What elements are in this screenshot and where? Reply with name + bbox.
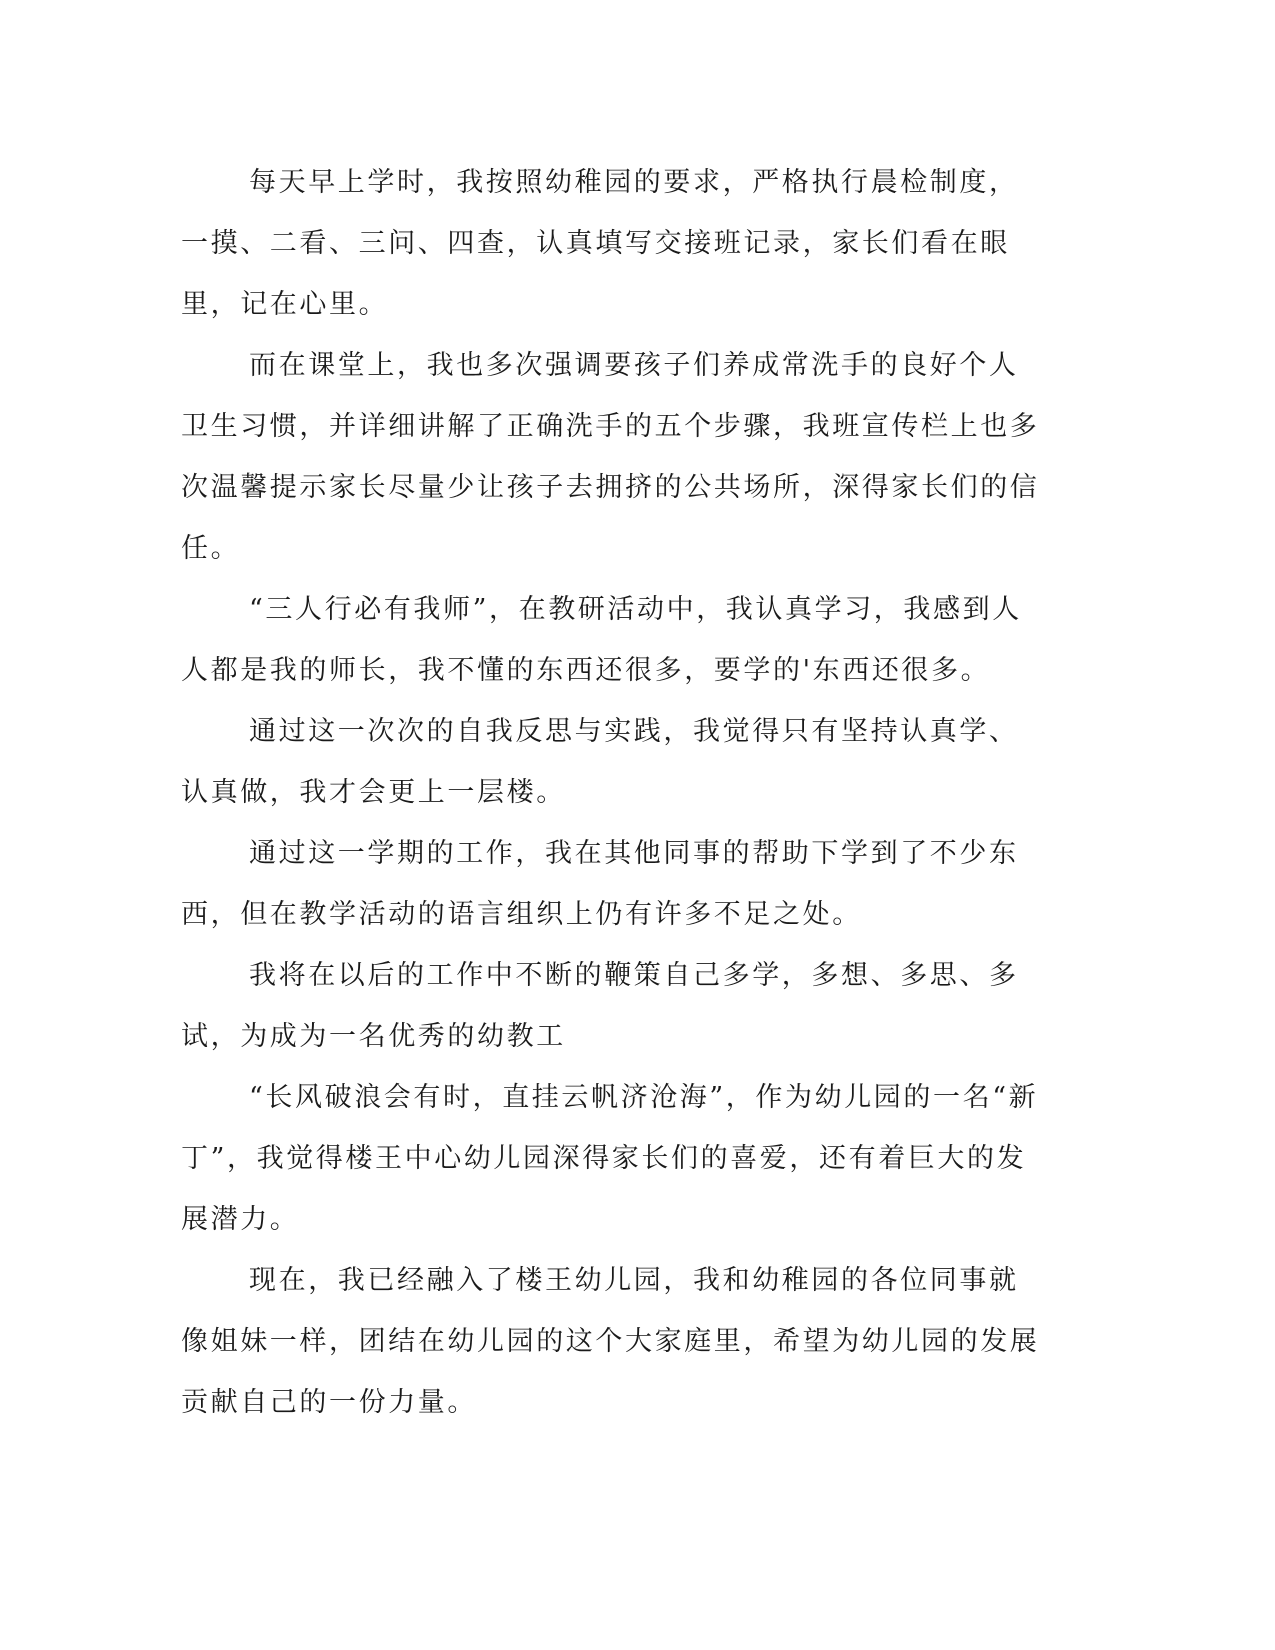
paragraph-morning-check: 每天早上学时，我按照幼稚园的要求，严格执行晨检制度，一摸、二看、三问、四查，认真填写交接班记录，家长们看在眼里，记在心里。 <box>181 167 1019 320</box>
paragraph-new-member: “长风破浪会有时，直挂云帆济沧海”，作为幼儿园的一名“新丁”，我觉得楼王中心幼儿园深得家长们的喜爱，还有着巨大的发展潜力。 <box>181 1082 1039 1235</box>
paragraph-semester-work: 通过这一学期的工作，我在其他同事的帮助下学到了不少东西，但在教学活动的语言组织上仍有许多不足之处。 <box>181 838 1019 930</box>
paragraph-team-integration: 现在，我已经融入了楼王幼儿园，我和幼稚园的各位同事就像姐妹一样，团结在幼儿园的这个大家庭里，希望为幼儿园的发展贡献自己的一份力量。 <box>181 1265 1040 1418</box>
paragraph-handwashing: 而在课堂上，我也多次强调要孩子们养成常洗手的良好个人卫生习惯，并详细讲解了正确洗手的五个步骤，我班宣传栏上也多次温馨提示家长尽量少让孩子去拥挤的公共场所，深得家长们的信任。 <box>181 350 1040 564</box>
paragraph-teaching-research: “三人行必有我师”，在教研活动中，我认真学习，我感到人人都是我的师长，我不懂的东西还很多，要学的'东西还很多。 <box>181 594 1022 686</box>
paragraph-self-reflection: 通过这一次次的自我反思与实践，我觉得只有坚持认真学、认真做，我才会更上一层楼。 <box>181 716 1019 808</box>
document-body <box>181 152 1041 1433</box>
paragraph-future-goal: 我将在以后的工作中不断的鞭策自己多学，多想、多思、多试，为成为一名优秀的幼教工 <box>181 960 1019 1052</box>
